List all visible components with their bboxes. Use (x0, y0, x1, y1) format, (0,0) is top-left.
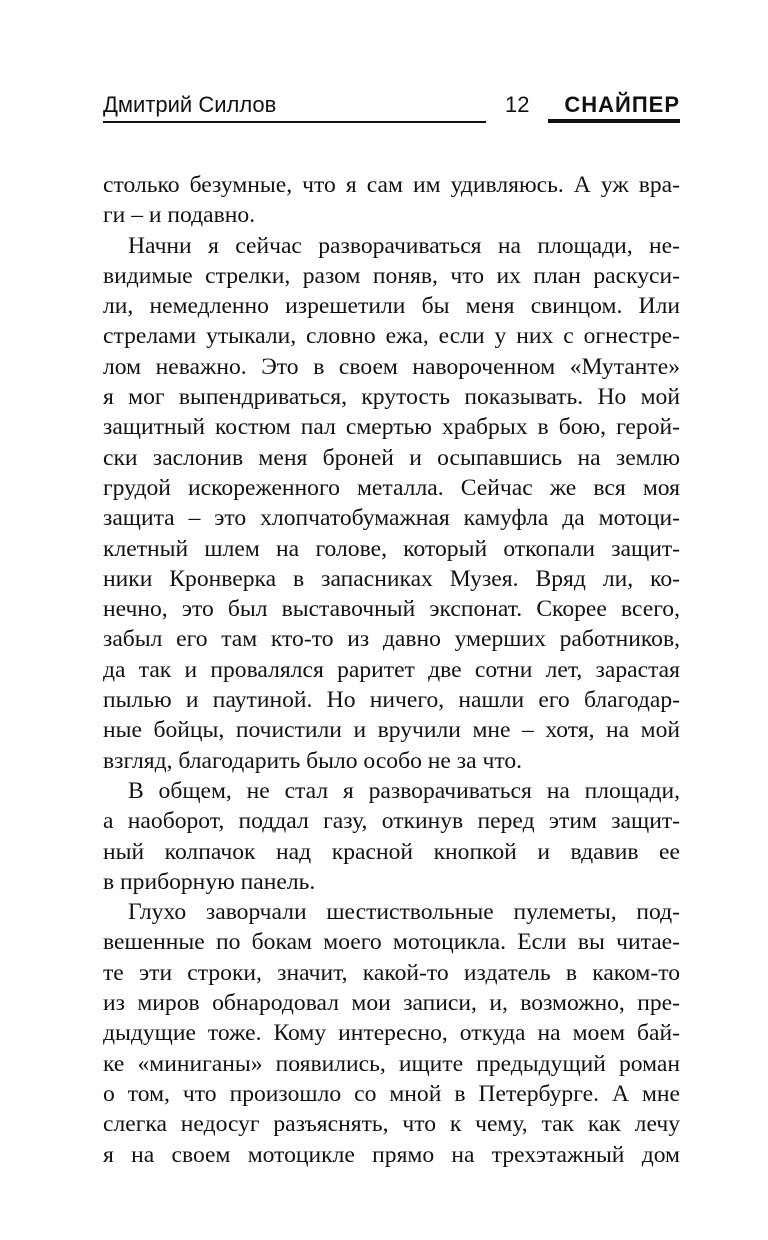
text-line: Начни я сейчас разворачиваться на площади, не- (128, 232, 680, 259)
page-number: 12 (505, 92, 530, 117)
text-line: защитный костюм пал смертью храбрых в бою, герой- (103, 414, 680, 441)
text-line: клетный шлем на голове, который откопали защит- (103, 535, 680, 562)
text-line: защита – это хлопчатобумажная камуфла да мотоци- (103, 505, 680, 532)
text-line: те эти строки, значит, какой-то издатель в каком-то (103, 959, 680, 986)
text-line: грудой искореженного металла. Сейчас же вся моя (103, 474, 680, 501)
text-line: видимые стрелки, разом поняв, что их план раскуси- (103, 262, 680, 289)
paragraph (103, 776, 680, 897)
header-rule-left (103, 121, 486, 123)
header-rule-right (548, 119, 680, 123)
text-line: я мог выпендриваться, крутость показывать. Но мой (103, 384, 680, 411)
text-line: ные бойцы, почистили и вручили мне – хотя, на мой (103, 717, 680, 744)
text-line: взгляд, благодарить было особо не за что. (103, 747, 523, 774)
text-line: да так и провалялся раритет две сотни лет, зарастая (103, 656, 680, 683)
author-name: Дмитрий Силлов (103, 92, 277, 117)
text-line: пылью и паутиной. Но ничего, нашли его благодар- (103, 687, 680, 714)
text-line: ли, немедленно изрешетили бы меня свинцом. Или (103, 293, 680, 320)
paragraph (103, 897, 680, 1170)
text-line: в приборную панель. (103, 868, 316, 895)
text-line: дыдущие тоже. Кому интересно, откуда на моем бай- (103, 1020, 680, 1047)
text-line: ги – и подавно. (103, 202, 256, 229)
running-head (103, 92, 680, 122)
text-line: лом неважно. Это в своем навороченном «Мутанте» (103, 353, 680, 380)
text-line: ники Кронверка в запасниках Музея. Вряд ли, ко- (103, 565, 680, 592)
paragraph (103, 170, 680, 231)
text-line: забыл его там кто-то из давно умерших работников, (103, 626, 680, 653)
text-line: ный колпачок над красной кнопкой и вдавив ее (103, 838, 680, 865)
text-line: я на своем мотоцикле прямо на трехэтажный дом (103, 1141, 680, 1168)
text-line: столько безумные, что я сам им удивляюсь. А уж вра- (103, 172, 680, 198)
text-line: ски заслонив меня броней и осыпавшись на землю (103, 444, 680, 471)
body-text (103, 170, 680, 1170)
text-line: ке «миниганы» появились, ищите предыдущий роман (103, 1050, 680, 1077)
text-line: из миров обнародовал мои записи, и, возможно, пре- (103, 990, 680, 1017)
text-line: нечно, это был выставочный экспонат. Скорее всего, (103, 596, 680, 623)
series-title: СНАЙПЕР (564, 92, 680, 117)
text-line: Глухо заворчали шестиствольные пулеметы, под- (128, 899, 680, 926)
text-line: о том, что произошло со мной в Петербурге. А мне (103, 1080, 680, 1107)
paragraph (103, 231, 680, 776)
text-line: В общем, не стал я разворачиваться на площади, (128, 777, 680, 804)
text-line: а наоборот, поддал газу, откинув перед этим защит- (103, 808, 680, 835)
text-line: стрелами утыкали, словно ежа, если у них с огнестре- (103, 323, 680, 350)
text-line: слегка недосуг разъяснять, что к чему, так как лечу (103, 1111, 680, 1138)
text-line: вешенные по бокам моего мотоцикла. Если вы читае- (103, 929, 680, 956)
